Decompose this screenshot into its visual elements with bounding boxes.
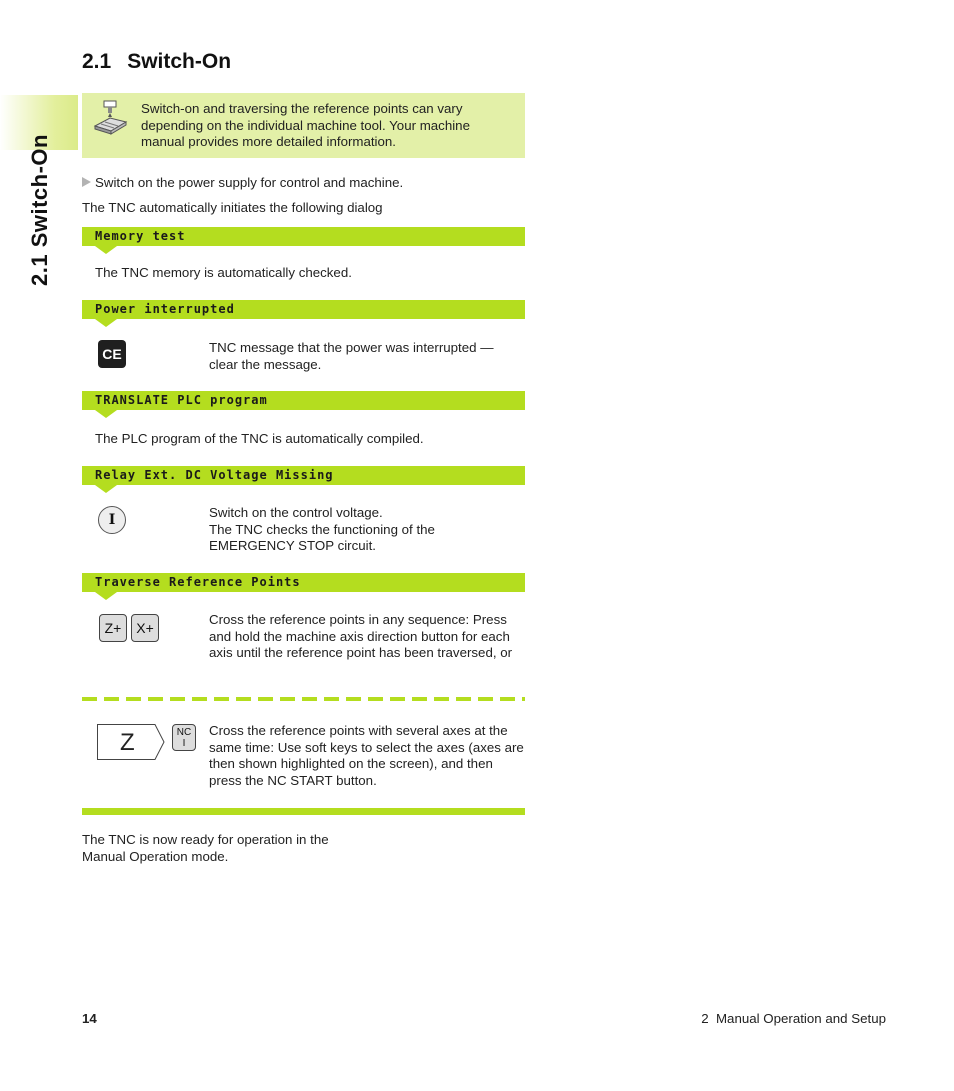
step-text: Cross the reference points in any sequence: Press and hold the machine axis direction button for each axis until the reference point has been traversed, or	[209, 612, 513, 660]
machine-tool-icon	[92, 100, 128, 136]
end-bar	[82, 808, 525, 815]
chapter-title: 2 Manual Operation and Setup	[701, 1011, 886, 1026]
dialog-label: Traverse Reference Points	[95, 575, 301, 589]
dialog-bar-memory-test	[82, 227, 525, 246]
bar-pointer	[95, 319, 117, 327]
dashed-separator	[82, 697, 525, 701]
intro-text: The TNC automatically initiates the following dialog	[82, 200, 383, 215]
dialog-label: Relay Ext. DC Voltage Missing	[95, 468, 334, 482]
note-text: Switch-on and traversing the reference points can vary depending on the individual machine tool. Your machine manual provides more detailed information.	[141, 101, 470, 149]
nc-key-bottom: I	[182, 738, 186, 749]
step-text: TNC message that the power was interrupted — clear the message.	[209, 340, 494, 372]
dialog-bar-traverse-ref	[82, 573, 525, 592]
intro-bullet	[82, 175, 403, 192]
side-tab-title: 2.1 Switch-On	[27, 134, 52, 286]
step-text: Switch on the control voltage. The TNC checks the functioning of the EMERGENCY STOP circuit.	[209, 505, 435, 553]
page-title	[82, 50, 231, 74]
axis-z-plus-key-icon: Z+	[99, 614, 127, 642]
dialog-bar-power-interrupted	[82, 300, 525, 319]
step-text: The PLC program of the TNC is automatically compiled.	[95, 431, 424, 446]
bullet-arrow-icon	[82, 177, 91, 187]
nc-key-top: NC	[176, 727, 192, 738]
section-title: Switch-On	[127, 50, 232, 73]
page-number: 14	[82, 1011, 97, 1026]
bar-pointer	[95, 410, 117, 418]
softkey-z-label: Z	[120, 729, 135, 756]
axis-x-plus-key-icon: X+	[131, 614, 159, 642]
intro-bullet-text: Switch on the power supply for control and machine.	[95, 175, 404, 190]
bar-pointer	[95, 246, 117, 254]
section-number: 2.1	[82, 50, 112, 73]
closing-text: The TNC is now ready for operation in the Manual Operation mode.	[82, 832, 329, 864]
ce-key-icon: CE	[98, 340, 126, 368]
dialog-label: TRANSLATE PLC program	[95, 393, 268, 407]
dialog-label: Memory test	[95, 229, 186, 243]
control-voltage-key-icon: I	[98, 506, 126, 534]
dialog-bar-relay-voltage	[82, 466, 525, 485]
dialog-bar-translate-plc	[82, 391, 525, 410]
bar-pointer	[95, 485, 117, 493]
dialog-label: Power interrupted	[95, 302, 235, 316]
bar-pointer	[95, 592, 117, 600]
nc-start-key-icon	[172, 724, 196, 751]
alt-step-text: Cross the reference points with several axes at the same time: Use soft keys to select the axes (axes are then shown highlighted on the screen), and then press the NC START button.	[209, 723, 524, 788]
step-text: The TNC memory is automatically checked.	[95, 265, 352, 280]
